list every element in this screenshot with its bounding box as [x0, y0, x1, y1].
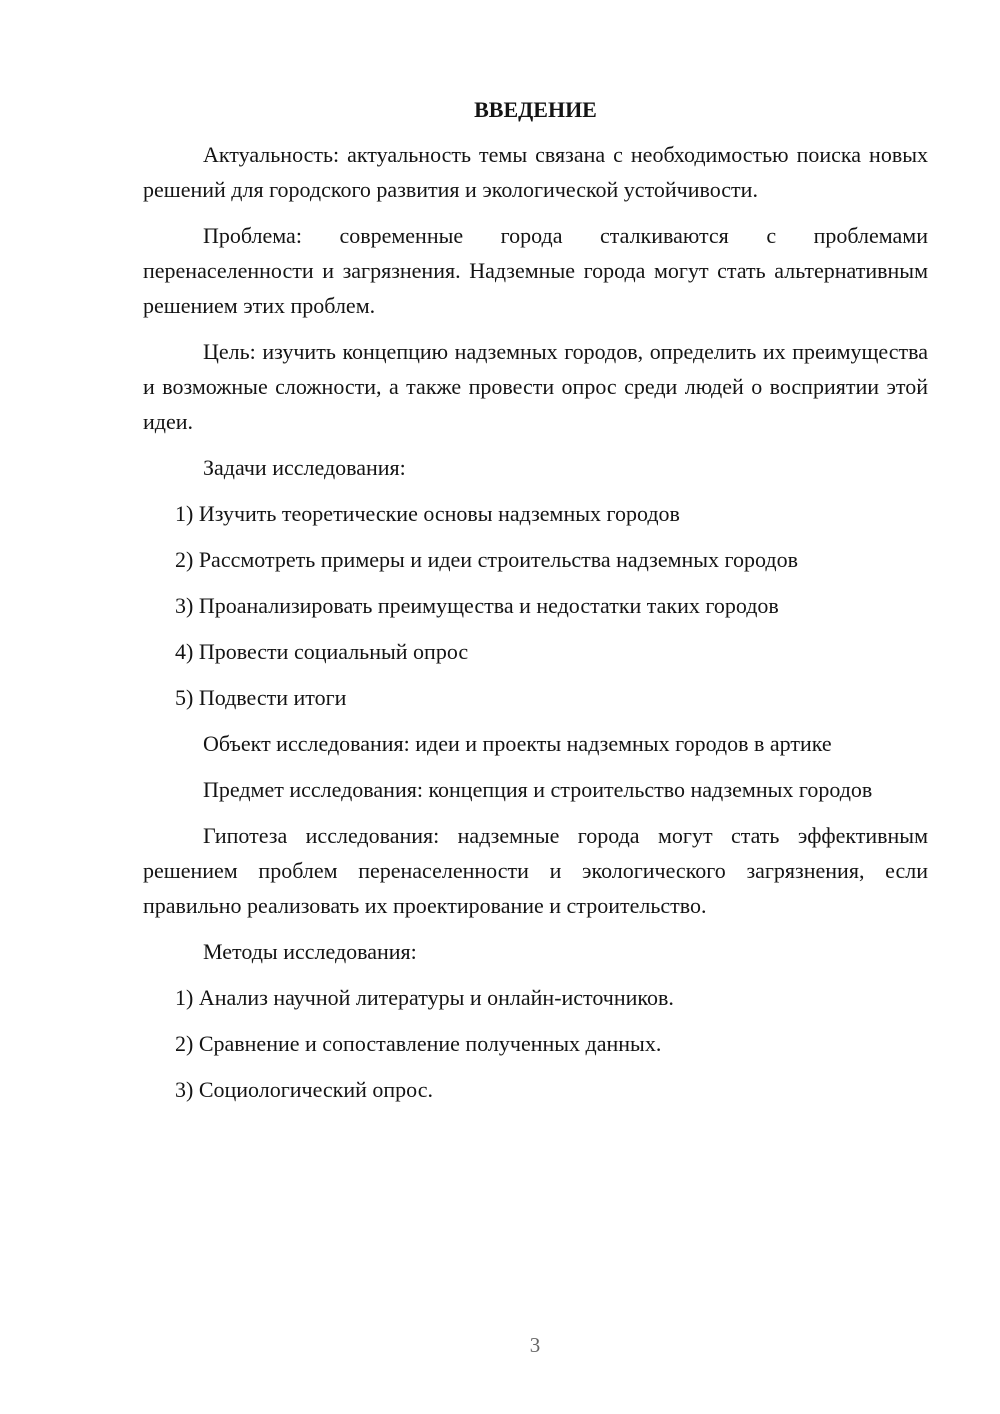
subject-paragraph: Предмет исследования: концепция и строительство надземных городов: [203, 777, 873, 802]
list-item: 2) Сравнение и сопоставление полученных данных.: [175, 1031, 662, 1056]
list-item: 1) Изучить теоретические основы надземных городов: [175, 501, 680, 526]
methods-list: [143, 980, 928, 1107]
tasks-heading: Задачи исследования:: [203, 455, 406, 480]
document-body: [143, 95, 928, 1118]
list-item: 4) Провести социальный опрос: [175, 639, 469, 664]
list-item: 1) Анализ научной литературы и онлайн-источников.: [175, 985, 674, 1010]
page-number: 3: [529, 1333, 541, 1357]
list-item: 3) Социологический опрос.: [175, 1077, 433, 1102]
problem-paragraph: Проблема: современные города сталкиваются с проблемами перенаселенности и загрязнения. Надземные города могут стать альтернативным решением этих проблем.: [143, 223, 928, 318]
list-item: 2) Рассмотреть примеры и идеи строительства надземных городов: [175, 547, 798, 572]
relevance-paragraph: Актуальность: актуальность темы связана с необходимостью поиска новых решений для городского развития и экологической устойчивости.: [143, 142, 928, 202]
methods-heading: Методы исследования:: [203, 939, 417, 964]
object-paragraph: Объект исследования: идеи и проекты надземных городов в артике: [203, 731, 832, 756]
tasks-list: [143, 496, 928, 715]
hypothesis-paragraph: Гипотеза исследования: надземные города могут стать эффективным решением проблем перенаселенности и экологического загрязнения, если правильно реализовать их проектирование и строительство.: [143, 823, 928, 918]
goal-paragraph: Цель: изучить концепцию надземных городов, определить их преимущества и возможные сложности, а также провести опрос среди людей о восприятии этой идеи.: [143, 339, 928, 434]
list-item: 5) Подвести итоги: [175, 685, 347, 710]
section-title: ВВЕДЕНИЕ: [474, 97, 597, 122]
list-item: 3) Проанализировать преимущества и недостатки таких городов: [175, 593, 779, 618]
